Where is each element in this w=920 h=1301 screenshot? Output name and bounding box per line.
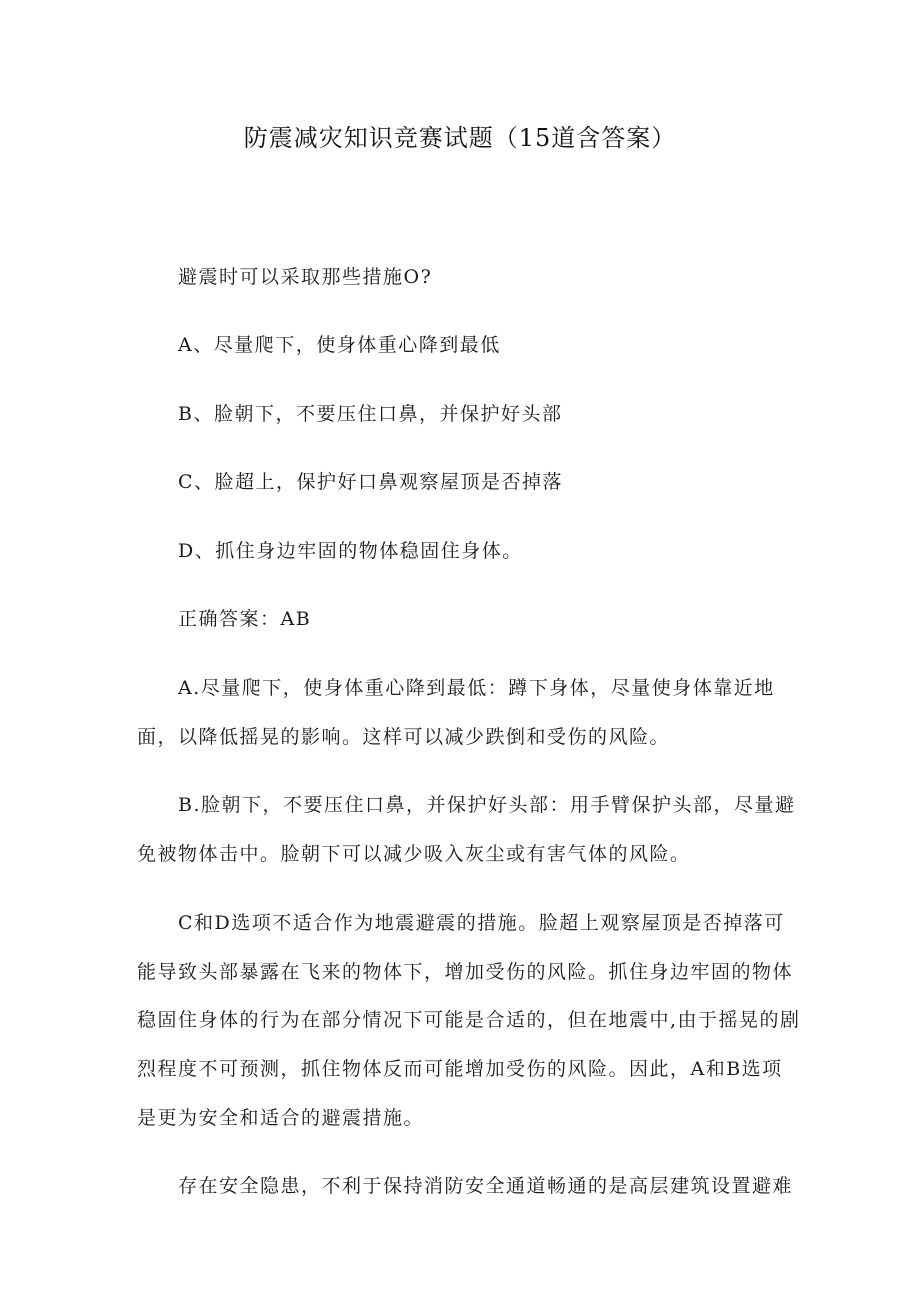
document-title: 防震减灾知识竞赛试题（15道含答案） bbox=[243, 124, 677, 152]
explanation-cd-line-4: 烈程度不可预测，抓住物体反而可能增加受伤的风险。因此，A和B选项 bbox=[137, 1058, 783, 1080]
correct-answer: 正确答案：AB bbox=[178, 608, 312, 630]
option-b: B、脸朝下，不要压住口鼻，并保护好头部 bbox=[178, 403, 563, 425]
option-c: C、脸超上，保护好口鼻观察屋顶是否掉落 bbox=[178, 471, 564, 493]
explanation-cd-line-5: 是更为安全和适合的避震措施。 bbox=[137, 1107, 425, 1129]
explanation-a-line-1: A.尽量爬下，使身体重心降到最低：蹲下身体，尽量使身体靠近地 bbox=[178, 677, 775, 699]
explanation-a-line-2: 面，以降低摇晃的影响。这样可以减少跌倒和受伤的风险。 bbox=[137, 726, 671, 748]
explanation-cd-line-2: 能导致头部暴露在飞来的物体下，增加受伤的风险。抓住身边牢固的物体 bbox=[137, 961, 794, 983]
explanation-b-line-2: 免被物体击中。脸朝下可以减少吸入灰尘或有害气体的风险。 bbox=[137, 843, 691, 865]
question-2-prompt: 存在安全隐患，不利于保持消防安全通道畅通的是高层建筑设置避难 bbox=[178, 1175, 794, 1197]
option-d: D、抓住身边牢固的物体稳固住身体。 bbox=[178, 540, 523, 562]
explanation-b-line-1: B.脸朝下，不要压住口鼻，并保护好头部：用手臂保护头部，尽量避 bbox=[178, 794, 796, 816]
question-1-prompt: 避震时可以采取那些措施O? bbox=[178, 266, 433, 288]
explanation-cd-line-3: 稳固住身体的行为在部分情况下可能是合适的，但在地震中,由于摇晃的剧 bbox=[137, 1009, 801, 1031]
explanation-cd-line-1: C和D选项不适合作为地震避震的措施。脸超上观察屋顶是否掉落可 bbox=[178, 912, 785, 934]
option-a: A、尽量爬下，使身体重心降到最低 bbox=[178, 334, 501, 356]
